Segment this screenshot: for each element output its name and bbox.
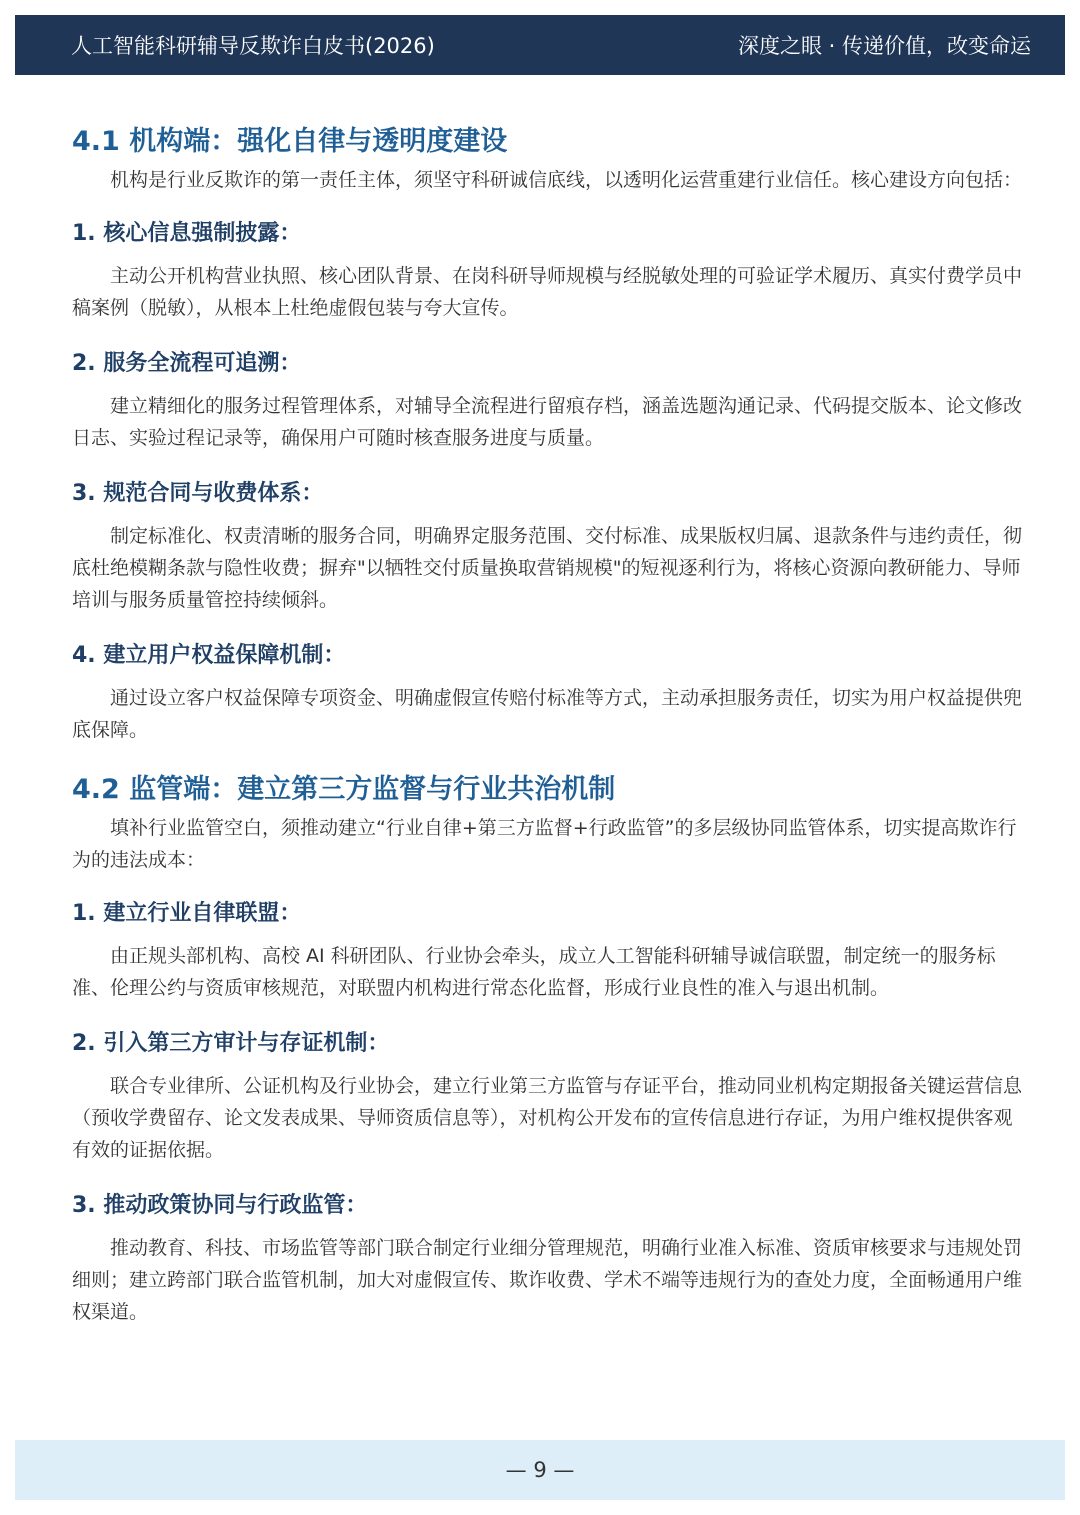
section-4-1 [72, 120, 1022, 746]
subsection-text: 联合专业律所、公证机构及行业协会，建立行业第三方监管与存证平台，推动同业机构定期报备关键运营信息（预收学费留存、论文发表成果、导师资质信息等），对机构公开发布的宣传信息进行存证，为用户维权提供客观有效的证据依据。 [72, 1075, 1023, 1161]
subsection-title: 3. 规范合同与收费体系： [72, 481, 324, 506]
subsection-title: 3. 推动政策协同与行政监管： [72, 1193, 368, 1218]
main-content [72, 120, 1022, 1350]
subsection-text: 由正规头部机构、高校 AI 科研团队、行业协会牵头，成立人工智能科研辅导诚信联盟，制定统一的服务标准、伦理公约与资质审核规范，对联盟内机构进行常态化监督，形成行业良性的准入与退出机制。 [72, 945, 996, 999]
subsection [72, 216, 1022, 324]
subsection-title: 2. 引入第三方审计与存证机制： [72, 1031, 390, 1056]
subsection-text: 建立精细化的服务过程管理体系，对辅导全流程进行留痕存档，涵盖选题沟通记录、代码提交版本、论文修改日志、实验过程记录等，确保用户可随时核查服务进度与质量。 [72, 395, 1023, 449]
page-footer [15, 1440, 1065, 1500]
header-slogan: 深度之眼 · 传递价值，改变命运 [737, 34, 1031, 58]
section-title: 4.2 监管端：建立第三方监督与行业共治机制 [72, 774, 616, 805]
subsection [72, 896, 1022, 1004]
subsection [72, 638, 1022, 746]
subsection-title: 2. 服务全流程可追溯： [72, 351, 302, 376]
subsection [72, 346, 1022, 454]
subsection-title: 1. 建立行业自律联盟： [72, 901, 302, 926]
subsection [72, 1026, 1022, 1166]
subsection-text: 制定标准化、权责清晰的服务合同，明确界定服务范围、交付标准、成果版权归属、退款条件与违约责任，彻底杜绝模糊条款与隐性收费；摒弃"以牺牲交付质量换取营销规模"的短视逐利行为，将核心资源向教研能力、导师培训与服务质量管控持续倾斜。 [72, 525, 1023, 611]
subsection-text: 主动公开机构营业执照、核心团队背景、在岗科研导师规模与经脱敏处理的可验证学术履历、真实付费学员中稿案例（脱敏），从根本上杜绝虚假包装与夸大宣传。 [72, 265, 1023, 319]
subsection [72, 476, 1022, 616]
subsection [72, 1188, 1022, 1328]
page-header [15, 15, 1065, 75]
section-title: 4.1 机构端：强化自律与透明度建设 [72, 126, 508, 157]
section-intro: 机构是行业反欺诈的第一责任主体，须坚守科研诚信底线，以透明化运营重建行业信任。核心建设方向包括： [110, 169, 1023, 191]
section-intro: 填补行业监管空白，须推动建立“行业自律+第三方监督+行政监管”的多层级协同监管体系，切实提高欺诈行为的违法成本： [72, 817, 1017, 871]
document-title: 人工智能科研辅导反欺诈白皮书(2026) [71, 34, 435, 58]
subsection-text: 通过设立客户权益保障专项资金、明确虚假宣传赔付标准等方式，主动承担服务责任，切实为用户权益提供兜底保障。 [72, 687, 1023, 741]
subsection-text: 推动教育、科技、市场监管等部门联合制定行业细分管理规范，明确行业准入标准、资质审核要求与违规处罚细则；建立跨部门联合监管机制，加大对虚假宣传、欺诈收费、学术不端等违规行为的查处力度，全面畅通用户维权渠道。 [72, 1237, 1023, 1323]
page-number: — 9 — [505, 1458, 575, 1482]
subsection-title: 1. 核心信息强制披露： [72, 221, 302, 246]
section-4-2 [72, 768, 1022, 1328]
subsection-title: 4. 建立用户权益保障机制： [72, 643, 346, 668]
